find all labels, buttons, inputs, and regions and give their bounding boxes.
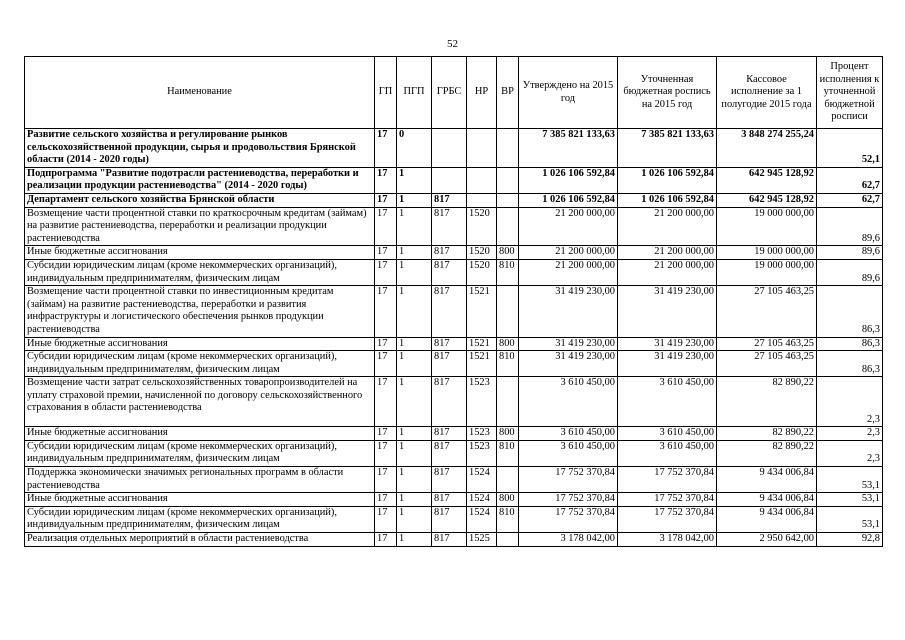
cell-pgp: 1 — [397, 377, 432, 427]
cell-pgp: 1 — [397, 193, 432, 207]
cell-approved: 3 610 450,00 — [519, 427, 618, 441]
table-row — [25, 286, 883, 337]
cell-vr: 800 — [497, 493, 519, 507]
cell-percent: 89,6 — [817, 207, 883, 246]
cell-approved: 17 752 370,84 — [519, 467, 618, 493]
table-row — [25, 427, 883, 441]
cell-vr: 810 — [497, 259, 519, 285]
cell-np: 1524 — [467, 467, 497, 493]
cell-percent: 89,6 — [817, 246, 883, 260]
cell-approved: 7 385 821 133,63 — [519, 129, 618, 168]
cell-refined: 7 385 821 133,63 — [618, 129, 717, 168]
cell-grbs: 817 — [432, 337, 467, 351]
table-row — [25, 207, 883, 246]
cell-cash: 19 000 000,00 — [717, 207, 817, 246]
cell-cash: 27 105 463,25 — [717, 286, 817, 337]
cell-gp: 17 — [375, 337, 397, 351]
cell-approved: 21 200 000,00 — [519, 207, 618, 246]
cell-cash: 19 000 000,00 — [717, 259, 817, 285]
cell-cash: 9 434 006,84 — [717, 506, 817, 532]
cell-cash: 82 890,22 — [717, 440, 817, 466]
cell-grbs: 817 — [432, 207, 467, 246]
cell-gp: 17 — [375, 493, 397, 507]
header-grbs: ГРБС — [432, 57, 467, 129]
cell-refined: 17 752 370,84 — [618, 506, 717, 532]
cell-approved: 3 178 042,00 — [519, 533, 618, 547]
cell-approved: 3 610 450,00 — [519, 377, 618, 427]
cell-grbs: 817 — [432, 533, 467, 547]
cell-approved: 3 610 450,00 — [519, 440, 618, 466]
cell-gp: 17 — [375, 246, 397, 260]
cell-gp: 17 — [375, 427, 397, 441]
cell-np: 1521 — [467, 351, 497, 377]
cell-vr — [497, 286, 519, 337]
cell-vr — [497, 207, 519, 246]
cell-np: 1520 — [467, 259, 497, 285]
cell-pgp: 1 — [397, 337, 432, 351]
cell-refined: 3 610 450,00 — [618, 440, 717, 466]
table-row — [25, 193, 883, 207]
cell-vr: 800 — [497, 427, 519, 441]
cell-grbs: 817 — [432, 193, 467, 207]
cell-pgp: 1 — [397, 440, 432, 466]
cell-grbs: 817 — [432, 427, 467, 441]
cell-percent: 86,3 — [817, 351, 883, 377]
cell-cash: 642 945 128,92 — [717, 193, 817, 207]
cell-refined: 1 026 106 592,84 — [618, 193, 717, 207]
cell-gp: 17 — [375, 259, 397, 285]
cell-percent: 62,7 — [817, 167, 883, 193]
cell-pgp: 1 — [397, 259, 432, 285]
cell-vr — [497, 377, 519, 427]
cell-grbs — [432, 167, 467, 193]
cell-np — [467, 129, 497, 168]
cell-cash: 642 945 128,92 — [717, 167, 817, 193]
cell-vr — [497, 533, 519, 547]
cell-name: Иные бюджетные ассигнования — [25, 246, 375, 260]
cell-np — [467, 167, 497, 193]
cell-cash: 9 434 006,84 — [717, 493, 817, 507]
cell-np: 1524 — [467, 506, 497, 532]
cell-vr — [497, 167, 519, 193]
budget-table — [24, 56, 883, 547]
cell-pgp: 1 — [397, 207, 432, 246]
cell-grbs: 817 — [432, 259, 467, 285]
cell-pgp: 0 — [397, 129, 432, 168]
cell-pgp: 1 — [397, 246, 432, 260]
cell-gp: 17 — [375, 286, 397, 337]
cell-cash: 19 000 000,00 — [717, 246, 817, 260]
cell-np: 1525 — [467, 533, 497, 547]
table-row — [25, 440, 883, 466]
cell-approved: 21 200 000,00 — [519, 246, 618, 260]
cell-gp: 17 — [375, 351, 397, 377]
cell-vr: 810 — [497, 440, 519, 466]
cell-refined: 21 200 000,00 — [618, 207, 717, 246]
cell-cash: 3 848 274 255,24 — [717, 129, 817, 168]
table-row — [25, 506, 883, 532]
table-row — [25, 259, 883, 285]
cell-pgp: 1 — [397, 167, 432, 193]
header-approved: Утверждено на 2015 год — [519, 57, 618, 129]
cell-name: Субсидии юридическим лицам (кроме некоммерческих организаций), индивидуальным предпринимателям, физическим лицам — [25, 440, 375, 466]
cell-pgp: 1 — [397, 286, 432, 337]
cell-vr: 810 — [497, 506, 519, 532]
table-row — [25, 467, 883, 493]
cell-refined: 31 419 230,00 — [618, 337, 717, 351]
cell-approved: 17 752 370,84 — [519, 493, 618, 507]
cell-vr — [497, 129, 519, 168]
header-gp: ГП — [375, 57, 397, 129]
cell-refined: 3 610 450,00 — [618, 377, 717, 427]
cell-percent: 53,1 — [817, 493, 883, 507]
cell-percent: 2,3 — [817, 440, 883, 466]
cell-vr: 810 — [497, 351, 519, 377]
cell-refined: 3 178 042,00 — [618, 533, 717, 547]
cell-refined: 21 200 000,00 — [618, 259, 717, 285]
cell-name: Субсидии юридическим лицам (кроме некоммерческих организаций), индивидуальным предпринимателям, физическим лицам — [25, 351, 375, 377]
cell-np: 1523 — [467, 440, 497, 466]
cell-pgp: 1 — [397, 533, 432, 547]
cell-name: Департамент сельского хозяйства Брянской области — [25, 193, 375, 207]
cell-cash: 9 434 006,84 — [717, 467, 817, 493]
header-np: НР — [467, 57, 497, 129]
cell-name: Иные бюджетные ассигнования — [25, 337, 375, 351]
cell-grbs: 817 — [432, 506, 467, 532]
cell-np: 1520 — [467, 246, 497, 260]
cell-pgp: 1 — [397, 427, 432, 441]
cell-refined: 17 752 370,84 — [618, 467, 717, 493]
cell-np: 1521 — [467, 337, 497, 351]
cell-approved: 31 419 230,00 — [519, 351, 618, 377]
cell-name: Поддержка экономически значимых региональных программ в области растениеводства — [25, 467, 375, 493]
cell-refined: 1 026 106 592,84 — [618, 167, 717, 193]
cell-vr — [497, 467, 519, 493]
cell-pgp: 1 — [397, 493, 432, 507]
cell-np — [467, 193, 497, 207]
cell-refined: 3 610 450,00 — [618, 427, 717, 441]
cell-grbs: 817 — [432, 246, 467, 260]
cell-cash: 2 950 642,00 — [717, 533, 817, 547]
cell-name: Развитие сельского хозяйства и регулирование рынков сельскохозяйственной продукции, сырья и продовольствия Брянской области (2014 - 2020 годы) — [25, 129, 375, 168]
cell-vr: 800 — [497, 246, 519, 260]
cell-name: Возмещение части процентной ставки по краткосрочным кредитам (займам) на развитие растениеводства, переработки и реализации продукции растениеводства — [25, 207, 375, 246]
table-row — [25, 167, 883, 193]
header-refined: Уточненная бюджетная роспись на 2015 год — [618, 57, 717, 129]
cell-percent: 52,1 — [817, 129, 883, 168]
cell-name: Иные бюджетные ассигнования — [25, 427, 375, 441]
cell-name: Возмещение части процентной ставки по инвестиционным кредитам (займам) на развитие растениеводства, переработки и развития инфраструктуры и логистического обеспечения рынков продукции растениеводства — [25, 286, 375, 337]
cell-grbs — [432, 129, 467, 168]
header-vr: ВР — [497, 57, 519, 129]
cell-name: Субсидии юридическим лицам (кроме некоммерческих организаций), индивидуальным предпринимателям, физическим лицам — [25, 506, 375, 532]
cell-refined: 31 419 230,00 — [618, 351, 717, 377]
table-row — [25, 337, 883, 351]
cell-name: Реализация отдельных мероприятий в области растениеводства — [25, 533, 375, 547]
cell-gp: 17 — [375, 506, 397, 532]
cell-pgp: 1 — [397, 351, 432, 377]
cell-vr: 800 — [497, 337, 519, 351]
page-number: 52 — [447, 38, 458, 50]
header-name: Наименование — [25, 57, 375, 129]
cell-np: 1523 — [467, 377, 497, 427]
cell-grbs: 817 — [432, 351, 467, 377]
cell-name: Иные бюджетные ассигнования — [25, 493, 375, 507]
cell-grbs: 817 — [432, 377, 467, 427]
cell-approved: 17 752 370,84 — [519, 506, 618, 532]
header-row — [25, 57, 883, 129]
cell-gp: 17 — [375, 467, 397, 493]
cell-refined: 31 419 230,00 — [618, 286, 717, 337]
cell-percent: 86,3 — [817, 337, 883, 351]
cell-percent: 53,1 — [817, 467, 883, 493]
cell-gp: 17 — [375, 129, 397, 168]
table-row — [25, 129, 883, 168]
cell-gp: 17 — [375, 533, 397, 547]
cell-np: 1520 — [467, 207, 497, 246]
table-row — [25, 246, 883, 260]
cell-approved: 31 419 230,00 — [519, 286, 618, 337]
table-row — [25, 493, 883, 507]
header-cash: Кассовое исполнение за 1 полугодие 2015 года — [717, 57, 817, 129]
cell-percent: 89,6 — [817, 259, 883, 285]
table-row — [25, 533, 883, 547]
cell-np: 1523 — [467, 427, 497, 441]
cell-gp: 17 — [375, 167, 397, 193]
cell-approved: 31 419 230,00 — [519, 337, 618, 351]
cell-gp: 17 — [375, 207, 397, 246]
cell-cash: 27 105 463,25 — [717, 337, 817, 351]
cell-percent: 2,3 — [817, 427, 883, 441]
cell-gp: 17 — [375, 440, 397, 466]
cell-approved: 21 200 000,00 — [519, 259, 618, 285]
cell-approved: 1 026 106 592,84 — [519, 167, 618, 193]
cell-gp: 17 — [375, 193, 397, 207]
cell-percent: 62,7 — [817, 193, 883, 207]
cell-percent: 92,8 — [817, 533, 883, 547]
cell-grbs: 817 — [432, 286, 467, 337]
cell-pgp: 1 — [397, 506, 432, 532]
cell-refined: 21 200 000,00 — [618, 246, 717, 260]
cell-np: 1524 — [467, 493, 497, 507]
cell-percent: 2,3 — [817, 377, 883, 427]
cell-grbs: 817 — [432, 440, 467, 466]
cell-pgp: 1 — [397, 467, 432, 493]
cell-name: Возмещение части затрат сельскохозяйственных товаропроизводителей на уплату страховой премии, начисленной по договору сельскохозяйственного страхования в области растениеводства — [25, 377, 375, 427]
cell-approved: 1 026 106 592,84 — [519, 193, 618, 207]
table-row — [25, 351, 883, 377]
cell-name: Подпрограмма "Развитие подотрасли растениеводства, переработки и реализации продукции растениеводства" (2014 - 2020 годы) — [25, 167, 375, 193]
cell-name: Субсидии юридическим лицам (кроме некоммерческих организаций), индивидуальным предпринимателям, физическим лицам — [25, 259, 375, 285]
cell-percent: 53,1 — [817, 506, 883, 532]
cell-cash: 82 890,22 — [717, 427, 817, 441]
header-percent: Процент исполнения к уточненной бюджетной росписи — [817, 57, 883, 129]
header-pgp: ПГП — [397, 57, 432, 129]
table-body — [25, 129, 883, 547]
cell-np: 1521 — [467, 286, 497, 337]
cell-vr — [497, 193, 519, 207]
cell-gp: 17 — [375, 377, 397, 427]
cell-cash: 82 890,22 — [717, 377, 817, 427]
cell-grbs: 817 — [432, 493, 467, 507]
cell-cash: 27 105 463,25 — [717, 351, 817, 377]
cell-grbs: 817 — [432, 467, 467, 493]
table-row — [25, 377, 883, 427]
cell-percent: 86,3 — [817, 286, 883, 337]
cell-refined: 17 752 370,84 — [618, 493, 717, 507]
